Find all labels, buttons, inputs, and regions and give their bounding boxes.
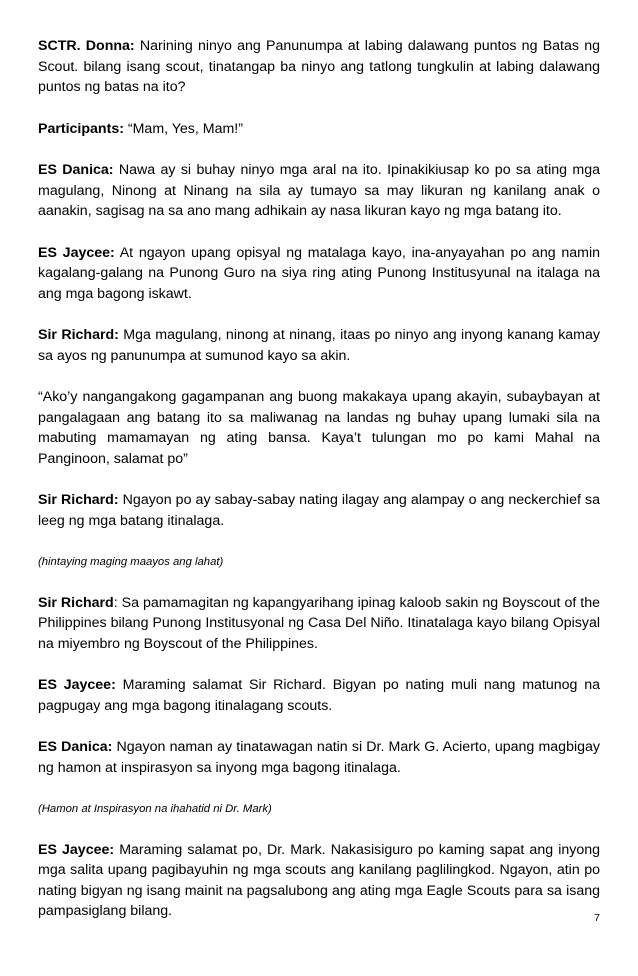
paragraph-text: Ngayon po ay sabay-sabay nating ilagay ang alampay o ang neckerchief sa leeg ng mga batang itinalaga. [38,492,600,529]
stage-direction-note: (hintaying maging maayos ang lahat) [38,556,224,568]
speaker-label: ES Danica: [38,739,113,755]
paragraph-oath-quote [38,387,600,469]
paragraph-sir-richard [38,325,600,366]
paragraph-text: : Sa pamamagitan ng kapangyarihang ipinag kaloob sakin ng Boyscout of the Philippines bilang Punong Institusyonal ng Casa Del Niño. Itinatalaga kayo bilang Opisyal na miyembro ng Boyscout of the Philippines. [38,594,600,652]
speaker-label: ES Jaycee: [38,244,115,261]
speaker-label: ES Jaycee: [38,677,116,693]
paragraph-participants [38,119,600,140]
paragraph-sir-richard-investiture [38,593,600,655]
speaker-label: ES Jaycee: [38,841,115,858]
speaker-label: Participants: [38,120,124,137]
paragraph-text: Maraming salamat Sir Richard. Bigyan po nating muli nang matunog na pagpugay ang mga bagong itinalagang scouts. [38,677,601,714]
paragraph-text: Nawa ay si buhay ninyo mga aral na ito. Ipinakikiusap ko po sa ating mga magulang, Ninong at Ninang na sila ay tumayo sa may likuran ng kanilang anak o aanakin, sagisag na sa ano mang adhikain ay nasa likuran kayo ng mga batang ito. [38,162,600,219]
paragraph-es-jaycee [38,243,600,305]
paragraph-es-jaycee-closing [38,840,600,922]
speaker-label: ES Danica: [38,162,114,178]
paragraph-text: Mga magulang, ninong at ninang, itaas po ninyo ang inyong kanang kamay sa ayos ng panunumpa at sumunod kayo sa akin. [38,327,600,364]
paragraph-text: At ngayon upang opisyal ng matalaga kayo, ina-anyayahan po ang namin kagalang-galang na Punong Guro na siya ring ating Punong Institusyunal na italaga na ang mga bagong iskawt. [38,244,600,302]
paragraph-text: “Mam, Yes, Mam!” [123,120,243,137]
stage-direction-note: (Hamon at Inspirasyon na ihahatid ni Dr. Mark) [38,803,272,815]
paragraph-sctr-donna [38,36,600,98]
speaker-label: Sir Richard [38,594,114,611]
paragraph-es-jaycee-thanks [38,675,600,716]
paragraph-sir-richard-neckerchief [38,490,600,531]
speaker-label: Sir Richard: [38,327,119,343]
paragraph-es-danica [38,160,600,222]
page-number: 7 [594,912,600,924]
paragraph-text: Narining ninyo ang Panunumpa at labing dalawang puntos ng Batas ng Scout. bilang isang scout, tinatangap ba ninyo ang tatlong tungkulin at labing dalawang puntos ng batas na ito? [38,38,600,95]
paragraph-text: Ngayon naman ay tinatawagan natin si Dr. Mark G. Acierto, upang magbigay ng hamon at inspirasyon sa inyong mga bagong itinalaga. [38,739,600,776]
paragraph-es-danica-call [38,737,600,778]
speaker-label: Sir Richard: [38,492,119,508]
speaker-label: SCTR. Donna: [38,38,135,54]
paragraph-text: Maraming salamat po, Dr. Mark. Nakasisiguro po kaming sapat ang inyong mga salita upang pagibayuhin ng mga scouts ang kanilang paglilingkod. Ngayon, atin po nating bigyan ng isang mainit na pagsalubong ang ating mga Eagle Scouts para sa isang pampasiglang bilang. [38,841,601,919]
paragraph-text: “Ako’y nangangakong gagampanan ang buong makakaya upang akayin, subaybayan at pangalagaan ang batang ito sa maliwanag na landas ng buhay upang lumaki sila na mabuting mamamayan ng ating bansa. Kaya’t tulungan mo po kami Mahal na Panginoon, salamat po” [38,389,600,467]
document-page [38,36,600,943]
